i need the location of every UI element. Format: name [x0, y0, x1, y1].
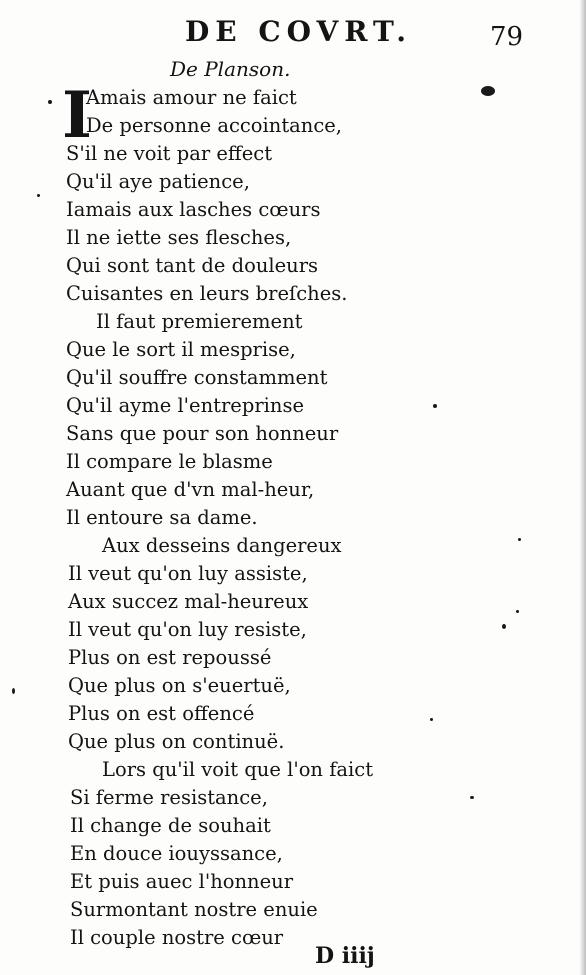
verse-line: Surmontant nostre enuie	[70, 898, 318, 921]
ink-speck	[470, 796, 474, 799]
verse-line: De personne accointance,	[86, 114, 343, 137]
ink-speck	[37, 194, 40, 197]
verse-line: Cuisantes en leurs breſches.	[66, 282, 348, 305]
verse-line: Qu'il souffre constamment	[66, 366, 328, 389]
ink-speck	[516, 610, 519, 613]
signature-mark: D iiij	[315, 943, 375, 969]
verse-line: Il compare le blasme	[66, 450, 273, 473]
verse-line: Il veut qu'on luy resiste,	[68, 618, 307, 641]
verse-line: Qu'il ayme l'entreprinse	[66, 394, 304, 417]
verse-line: Aux desseins dangereux	[102, 534, 342, 557]
verse-line: Il couple nostre cœur	[70, 926, 284, 949]
page-number: 79	[490, 22, 524, 52]
verse-line: Amais amour ne faict	[86, 86, 297, 109]
verse-line: Qu'il aye patience,	[66, 170, 250, 193]
verse-line: Il veut qu'on luy assiste,	[68, 562, 308, 585]
ink-speck	[430, 718, 433, 721]
ink-speck	[48, 100, 52, 104]
verse-line: S'il ne voit par effect	[66, 142, 273, 165]
page-edge-shadow	[579, 0, 586, 975]
verse-line: Qui sont tant de douleurs	[66, 254, 319, 277]
verse-line: Plus on est repoussé	[68, 646, 272, 669]
verse-line: Auant que d'vn mal-heur,	[66, 478, 315, 501]
poem-author: De Planson.	[170, 57, 291, 81]
ink-speck	[12, 688, 15, 694]
drop-cap: I	[62, 78, 92, 153]
verse-line: Iamais aux lasches cœurs	[66, 198, 321, 221]
verse-line: Que plus on s'euertuë,	[68, 674, 291, 697]
verse-line: Il change de souhait	[70, 814, 271, 837]
ink-speck	[518, 538, 521, 541]
verse-line: Sans que pour son honneur	[66, 422, 339, 445]
verse-line: Plus on est offencé	[68, 702, 255, 725]
verse-line: Il ne iette ses flesches,	[66, 226, 292, 249]
verse-line: Lors qu'il voit que l'on faict	[102, 758, 374, 781]
verse-line: Et puis auec l'honneur	[70, 870, 294, 893]
verse-line: Que plus on continuë.	[68, 730, 285, 753]
ink-speck	[433, 404, 437, 408]
verse-line: Que le sort il mesprise,	[66, 338, 296, 361]
verse-line: Si ferme resistance,	[70, 786, 268, 809]
ink-speck	[502, 624, 506, 629]
ink-speck	[481, 86, 495, 96]
verse-line: En douce iouyssance,	[70, 842, 283, 865]
verse-line: Aux succez mal-heureux	[68, 590, 309, 613]
verse-line: Il entoure sa dame.	[66, 506, 258, 529]
running-head: DE COVRT.	[185, 15, 413, 48]
verse-line: Il faut premierement	[96, 310, 303, 333]
